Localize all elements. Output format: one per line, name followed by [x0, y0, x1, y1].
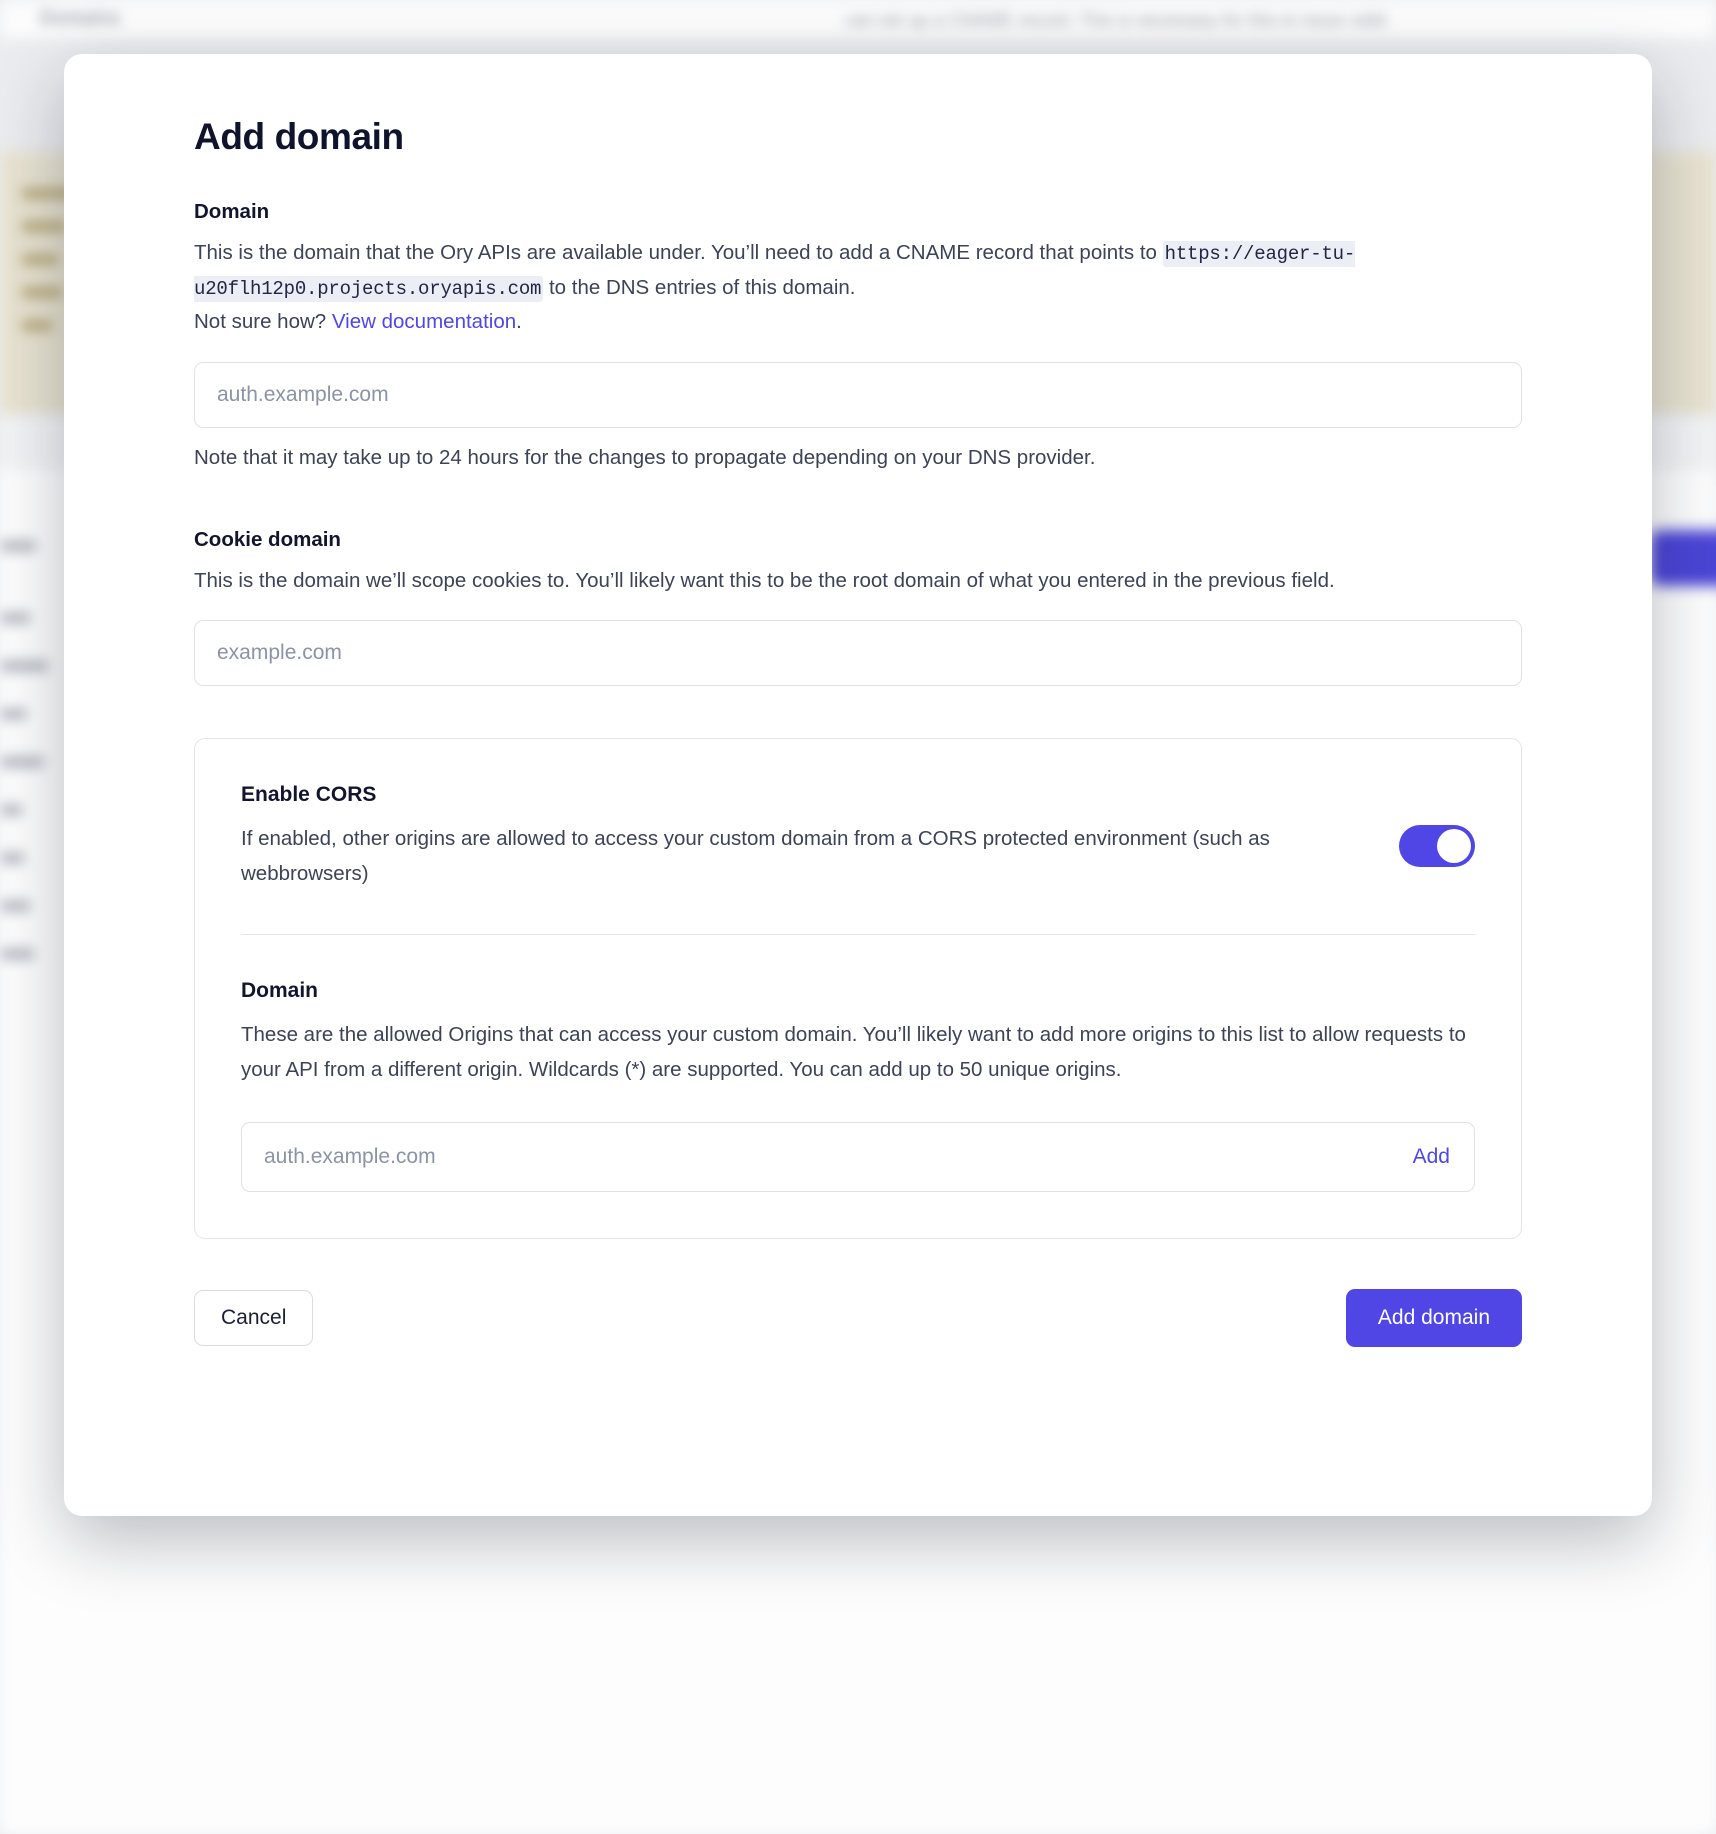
backdrop-primary-button	[1650, 530, 1716, 586]
backdrop-left-lines	[0, 520, 48, 996]
not-sure-suffix: .	[516, 310, 522, 334]
add-domain-dialog	[64, 54, 1652, 1516]
cancel-button[interactable]: Cancel	[194, 1290, 313, 1346]
cors-card	[194, 738, 1522, 1239]
not-sure-prefix: Not sure how?	[194, 310, 332, 334]
cookie-domain-description: This is the domain we’ll scope cookies to. You’ll likely want this to be the root domain of what you entered in the previous field.	[194, 568, 1335, 592]
domain-input[interactable]	[194, 362, 1522, 428]
dialog-title: Add domain	[194, 116, 404, 157]
domain-propagation-hint: Note that it may take up to 24 hours for the changes to propagate depending on your DNS provider.	[194, 445, 1096, 469]
backdrop-topbar-title: Domains	[40, 8, 121, 29]
domain-desc-part2: to the DNS entries of this domain.	[543, 275, 856, 299]
cors-divider	[241, 934, 1475, 935]
enable-cors-toggle[interactable]	[1399, 825, 1475, 867]
cookie-domain-input[interactable]	[194, 620, 1522, 686]
cookie-domain-label: Cookie domain	[194, 527, 341, 551]
cors-origin-input-group	[241, 1122, 1475, 1192]
view-documentation-link[interactable]: View documentation	[331, 310, 517, 334]
add-origin-button[interactable]: Add	[1412, 1144, 1450, 1168]
cors-origin-input[interactable]	[242, 1123, 1413, 1191]
enable-cors-title: Enable CORS	[241, 782, 377, 806]
backdrop-top-note: can set up a CNAME record. This is necessary for this to issue valid	[845, 10, 1386, 30]
dialog-footer	[194, 1289, 1522, 1347]
cname-target-code: https://eager-tu-u20flh12p0.projects.oryapis.com	[194, 243, 1356, 300]
domain-field-label: Domain	[194, 200, 270, 223]
toggle-knob	[1437, 829, 1471, 863]
cors-origins-label: Domain	[241, 978, 319, 1002]
domain-field-description	[194, 236, 1522, 340]
enable-cors-description: If enabled, other origins are allowed to access your custom domain from a CORS protected environment (such as webbrowsers)	[241, 826, 1270, 886]
domain-desc-part1: This is the domain that the Ory APIs are available under. You’ll need to add a CNAME record that points to	[194, 241, 1163, 264]
cors-origins-description: These are the allowed Origins that can access your custom domain. You’ll likely want to add more origins to this list to allow requests to your API from a different origin. Wildcards (*) are supported. You can add up to 50 unique origins.	[241, 1022, 1466, 1082]
add-domain-button[interactable]: Add domain	[1346, 1289, 1522, 1347]
